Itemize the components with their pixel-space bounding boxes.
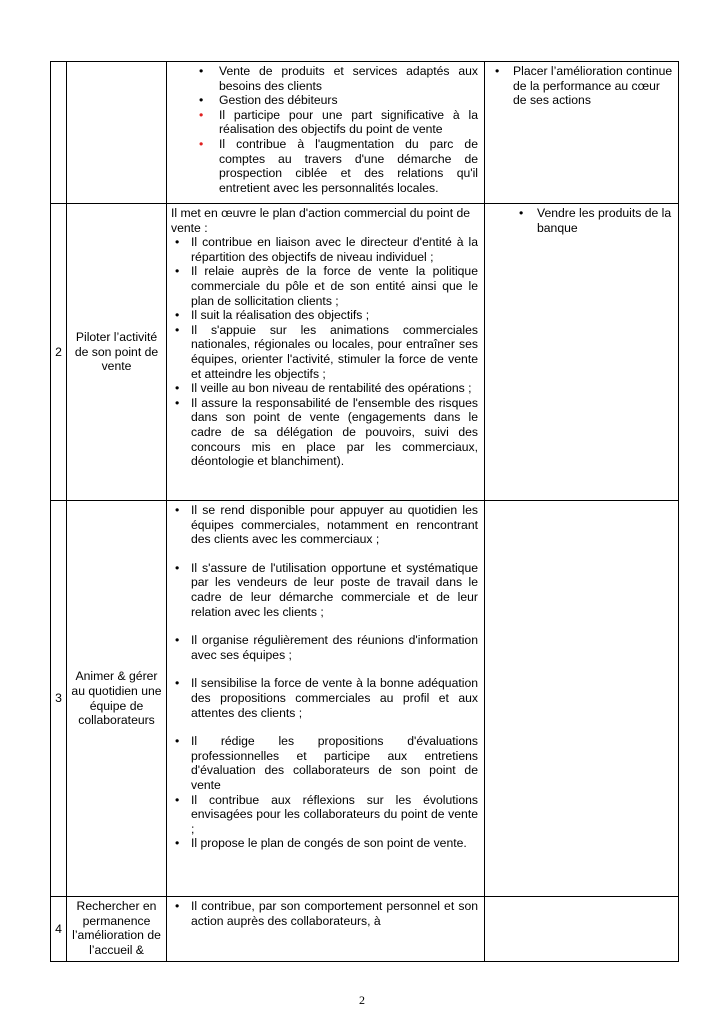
activity-item: • Il contribue, par son comportement personnel et son action auprès des collaborateurs, à bbox=[171, 899, 478, 928]
activity-item: • Gestion des débiteurs bbox=[171, 93, 478, 108]
competency-list bbox=[489, 206, 674, 235]
activity-item: • Il se rend disponible pour appuyer au quotidien les équipes commerciales, notamment en rencontrant des clients avec les commerciaux ; bbox=[171, 503, 478, 547]
activity-list bbox=[171, 503, 478, 851]
activity-item: • Il suit la réalisation des objectifs ; bbox=[171, 308, 478, 323]
row-competencies bbox=[485, 62, 679, 204]
activity-list bbox=[171, 64, 478, 195]
competency-item: • Placer l’amélioration continue de la performance au cœur de ses actions bbox=[489, 64, 674, 108]
activity-item: • Il veille au bon niveau de rentabilité des opérations ; bbox=[171, 381, 478, 396]
competency-item: • Vendre les produits de la banque bbox=[489, 206, 674, 235]
activity-item: • Il participe pour une part significative à la réalisation des objectifs du point de vente bbox=[171, 108, 478, 137]
row-activities bbox=[167, 204, 485, 501]
activity-item: • Il sensibilise la force de vente à la bonne adéquation des propositions commerciales au profil et aux attentes des clients ; bbox=[171, 676, 478, 720]
table-row bbox=[51, 897, 679, 962]
activity-item: • Il relaie auprès de la force de vente la politique commerciale du pôle et de son entité ainsi que le plan de sollicitation clients ; bbox=[171, 264, 478, 308]
activity-item: • Vente de produits et services adaptés aux besoins des clients bbox=[171, 64, 478, 93]
row-activities bbox=[167, 897, 485, 962]
row-title: Rechercher en permanence l’amélioration de l’accueil & bbox=[67, 897, 167, 962]
row-title bbox=[67, 62, 167, 204]
row-competencies bbox=[485, 204, 679, 501]
activity-item: • Il contribue en liaison avec le directeur d'entité à la répartition des objectifs de niveau individuel ; bbox=[171, 235, 478, 264]
competency-list bbox=[489, 64, 674, 108]
activity-item: • Il assure la responsabilité de l'ensemble des risques dans son point de vente (engagements dans le cadre de sa délégation de pouvoirs, suivi des concours mis en place par les commerciaux, déontologie et blanchiment). bbox=[171, 396, 478, 469]
table-row bbox=[51, 501, 679, 897]
row-number: 2 bbox=[51, 204, 67, 501]
row-activities bbox=[167, 62, 485, 204]
competency-table bbox=[50, 61, 679, 962]
row-number bbox=[51, 62, 67, 204]
row-title: Piloter l’activité de son point de vente bbox=[67, 204, 167, 501]
row-number: 4 bbox=[51, 897, 67, 962]
row-intro: Il met en œuvre le plan d'action commercial du point de vente : bbox=[171, 206, 471, 235]
activity-item: • Il contribue aux réflexions sur les évolutions envisagées pour les collaborateurs du point de vente ; bbox=[171, 793, 478, 837]
activity-item: • Il s'appuie sur les animations commerciales nationales, régionales ou locales, pour entraîner ses équipes, orienter l'activité, stimuler la force de vente et atteindre les objectifs ; bbox=[171, 323, 478, 381]
row-competencies bbox=[485, 897, 679, 962]
activity-item: • Il contribue à l'augmentation du parc de comptes au travers d'une démarche de prospection ciblée et des relations qu'il entretient avec les personnalités locales. bbox=[171, 137, 478, 195]
table-row bbox=[51, 62, 679, 204]
activity-item: • Il rédige les propositions d'évaluations professionnelles et participe aux entretiens d'évaluation des collaborateurs de son point de vente bbox=[171, 734, 478, 792]
row-competencies bbox=[485, 501, 679, 897]
activity-item: • Il organise régulièrement des réunions d'information avec ses équipes ; bbox=[171, 633, 478, 662]
row-number: 3 bbox=[51, 501, 67, 897]
row-title: Animer & gérer au quotidien une équipe de collaborateurs bbox=[67, 501, 167, 897]
activity-item: • Il s'assure de l'utilisation opportune et systématique par les vendeurs de leur poste de travail dans le cadre de leur démarche commerciale et de leur relation avec les clients ; bbox=[171, 561, 478, 619]
row-activities bbox=[167, 501, 485, 897]
activity-list bbox=[171, 235, 478, 469]
activity-item: • Il propose le plan de congés de son point de vente. bbox=[171, 836, 478, 851]
activity-list bbox=[171, 899, 478, 928]
table-row bbox=[51, 204, 679, 501]
page-number: 2 bbox=[359, 993, 365, 1007]
